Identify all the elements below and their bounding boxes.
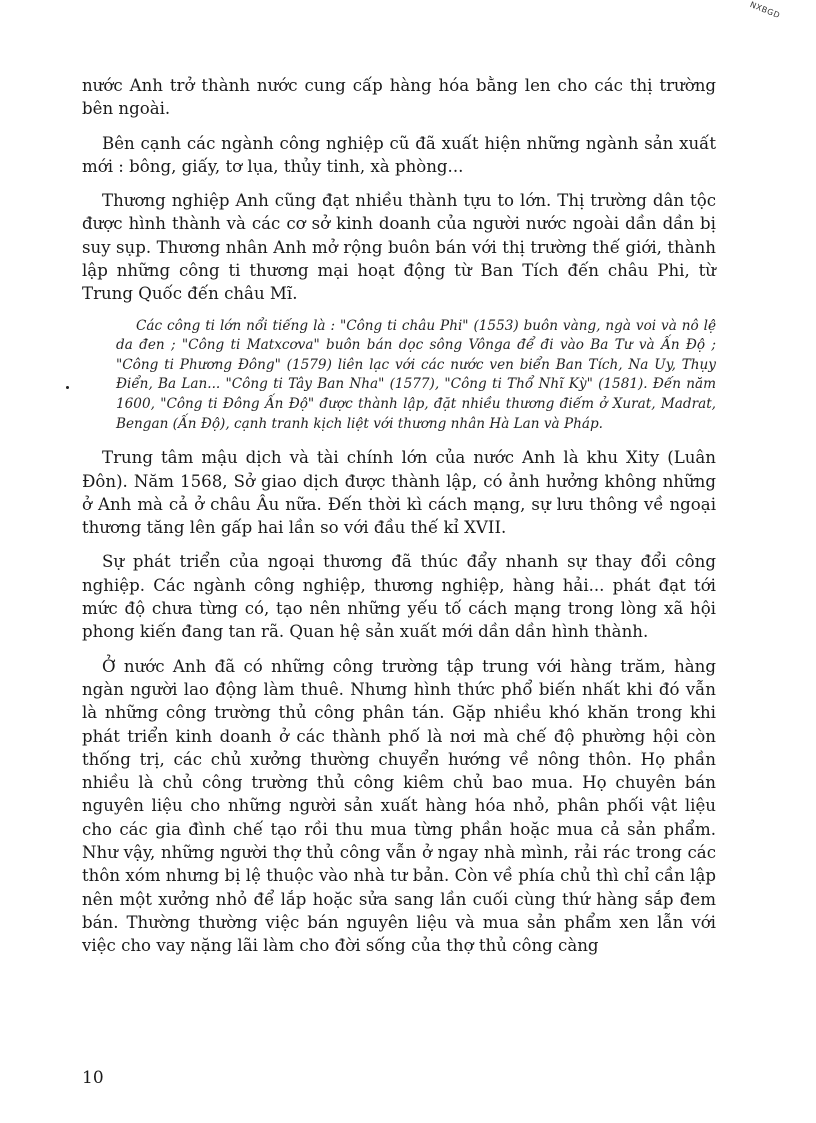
paragraph-commerce: Thương nghiệp Anh cũng đạt nhiều thành tựu to lớn. Thị trường dân tộc được hình thành và các cơ sở kinh doanh của người nước ngoài dần dần bị suy sụp. Thương nhân Anh mở rộng buôn bán với thị trường thế giới, thành lập những công ti thương mại hoạt động từ Ban Tích đến châu Phi, từ Trung Quốc đến châu Mĩ.: [82, 191, 716, 304]
page-body: [82, 74, 716, 968]
page-number: 10: [82, 1068, 104, 1088]
margin-dot: [66, 386, 69, 389]
paragraph-foreign-trade: Sự phát triển của ngoại thương đã thúc đẩy nhanh sự thay đổi công nghiệp. Các ngành công nghiệp, thương nghiệp, hàng hải... phát đạt tới mức độ chưa từng có, tạo nên những yếu tố cách mạng trong lòng xã hội phong kiến đang tan rã. Quan hệ sản xuất mới dần dần hình thành.: [82, 552, 716, 642]
paragraph-manufactories: Ở nước Anh đã có những công trường tập trung với hàng trăm, hàng ngàn người lao động làm thuê. Nhưng hình thức phổ biến nhất khi đó vẫn là những công trường thủ công phân tán. Gặp nhiều khó khăn trong khi phát triển kinh doanh ở các thành phố là nơi mà chế độ phường hội còn thống trị, các chủ xưởng thường chuyển hướng về nông thôn. Họ phần nhiều là chủ công trường thủ công kiêm chủ bao mua. Họ chuyên bán nguyên liệu cho những người sản xuất hàng hóa nhỏ, phân phối vật liệu cho các gia đình chế tạo rồi thu mua từng phần hoặc mua cả sản phẩm. Như vậy, những người thợ thủ công vẫn ở ngay nhà mình, rải rác trong các thôn xóm nhưng bị lệ thuộc vào nhà tư bản. Còn về phía chủ thì chỉ cần lập nên một xưởng nhỏ để lắp hoặc sửa sang lần cuối cùng thứ hàng sắp đem bán. Thường thường việc bán nguyên liệu và mua sản phẩm xen lẫn với việc cho vay nặng lãi làm cho đời sống của thợ thủ công càng: [82, 656, 716, 956]
paragraph-continued: nước Anh trở thành nước cung cấp hàng hóa bằng len cho các thị trường bên ngoài.: [82, 76, 716, 119]
note-trading-companies: Các công ti lớn nổi tiếng là : "Công ti châu Phi" (1553) buôn vàng, ngà voi và nô lệ da đen ; "Công ti Matxcơva" buôn bán dọc sông Vônga để đi vào Ba Tư và Ấn Độ ; "Công ti Phương Đông" (1579) liên lạc với các nước ven biển Ban Tích, Na Uy, Thụy Điển, Ba Lan... "Công ti Tây Ban Nha" (1577), "Công ti Thổ Nhĩ Kỳ" (1581). Đến năm 1600, "Công ti Đông Ấn Độ" được thành lập, đặt nhiều thương điếm ở Xurat, Madrat, Bengan (Ấn Độ), cạnh tranh kịch liệt với thương nhân Hà Lan và Pháp.: [116, 317, 716, 432]
library-stamp: [740, 0, 808, 52]
paragraph-city-of-london: Trung tâm mậu dịch và tài chính lớn của nước Anh là khu Xity (Luân Đôn). Năm 1568, Sở giao dịch được thành lập, có ảnh hưởng không những ở Anh mà cả ở châu Âu nữa. Đến thời kì cách mạng, sự lưu thông về ngoại thương tăng lên gấp hai lần so với đầu thế kỉ XVII.: [82, 448, 716, 538]
library-stamp-text: NXBGD: [748, 0, 782, 21]
paragraph-new-industries: Bên cạnh các ngành công nghiệp cũ đã xuất hiện những ngành sản xuất mới : bông, giấy, tơ lụa, thủy tinh, xà phòng...: [82, 133, 716, 176]
